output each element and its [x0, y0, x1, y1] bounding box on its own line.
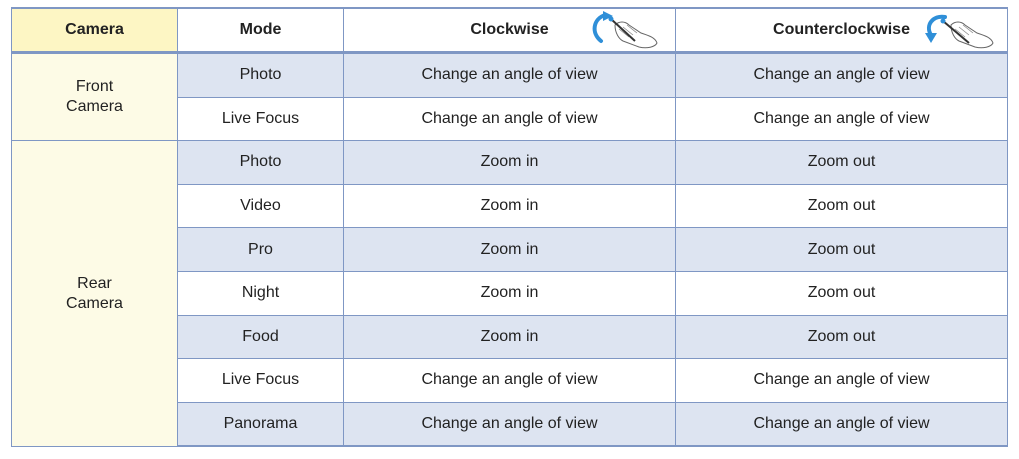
camera-group-rear [12, 141, 178, 447]
clockwise-cell: Change an angle of view [344, 53, 676, 98]
table-row [12, 141, 1008, 185]
header-counterclockwise-label: Counterclockwise [773, 21, 910, 38]
header-camera-label: Camera [65, 21, 124, 38]
rotate-clockwise-hand-icon [589, 11, 661, 51]
counterclockwise-cell: Zoom out [676, 228, 1008, 272]
camera-group-label: Camera [66, 294, 123, 312]
header-clockwise [344, 8, 676, 53]
mode-cell: Live Focus [178, 97, 344, 141]
counterclockwise-cell: Change an angle of view [676, 53, 1008, 98]
header-counterclockwise [676, 8, 1008, 53]
rotate-counterclockwise-hand-icon [923, 11, 995, 51]
mode-cell: Live Focus [178, 359, 344, 403]
mode-cell: Night [178, 271, 344, 315]
mode-cell: Panorama [178, 402, 344, 446]
header-row [12, 8, 1008, 53]
counterclockwise-cell: Zoom out [676, 184, 1008, 228]
clockwise-cell: Zoom in [344, 271, 676, 315]
camera-group-front [12, 53, 178, 141]
mode-cell: Photo [178, 53, 344, 98]
clockwise-cell: Change an angle of view [344, 97, 676, 141]
header-mode-label: Mode [239, 21, 282, 38]
header-clockwise-label: Clockwise [470, 21, 549, 38]
mode-cell: Food [178, 315, 344, 359]
camera-mode-table [11, 7, 1008, 447]
table-row [12, 53, 1008, 98]
mode-cell: Video [178, 184, 344, 228]
counterclockwise-cell: Zoom out [676, 271, 1008, 315]
header-mode [178, 8, 344, 53]
clockwise-cell: Change an angle of view [344, 359, 676, 403]
camera-group-label: Rear [77, 274, 112, 292]
counterclockwise-cell: Change an angle of view [676, 359, 1008, 403]
counterclockwise-cell: Change an angle of view [676, 402, 1008, 446]
mode-cell: Photo [178, 141, 344, 185]
counterclockwise-cell: Change an angle of view [676, 97, 1008, 141]
camera-group-label: Camera [66, 98, 123, 116]
clockwise-cell: Zoom in [344, 228, 676, 272]
header-camera [12, 8, 178, 53]
counterclockwise-cell: Zoom out [676, 141, 1008, 185]
clockwise-cell: Zoom in [344, 315, 676, 359]
counterclockwise-cell: Zoom out [676, 315, 1008, 359]
camera-group-label: Front [75, 78, 114, 96]
mode-cell: Pro [178, 228, 344, 272]
clockwise-cell: Zoom in [344, 184, 676, 228]
clockwise-cell: Change an angle of view [344, 402, 676, 446]
clockwise-cell: Zoom in [344, 141, 676, 185]
